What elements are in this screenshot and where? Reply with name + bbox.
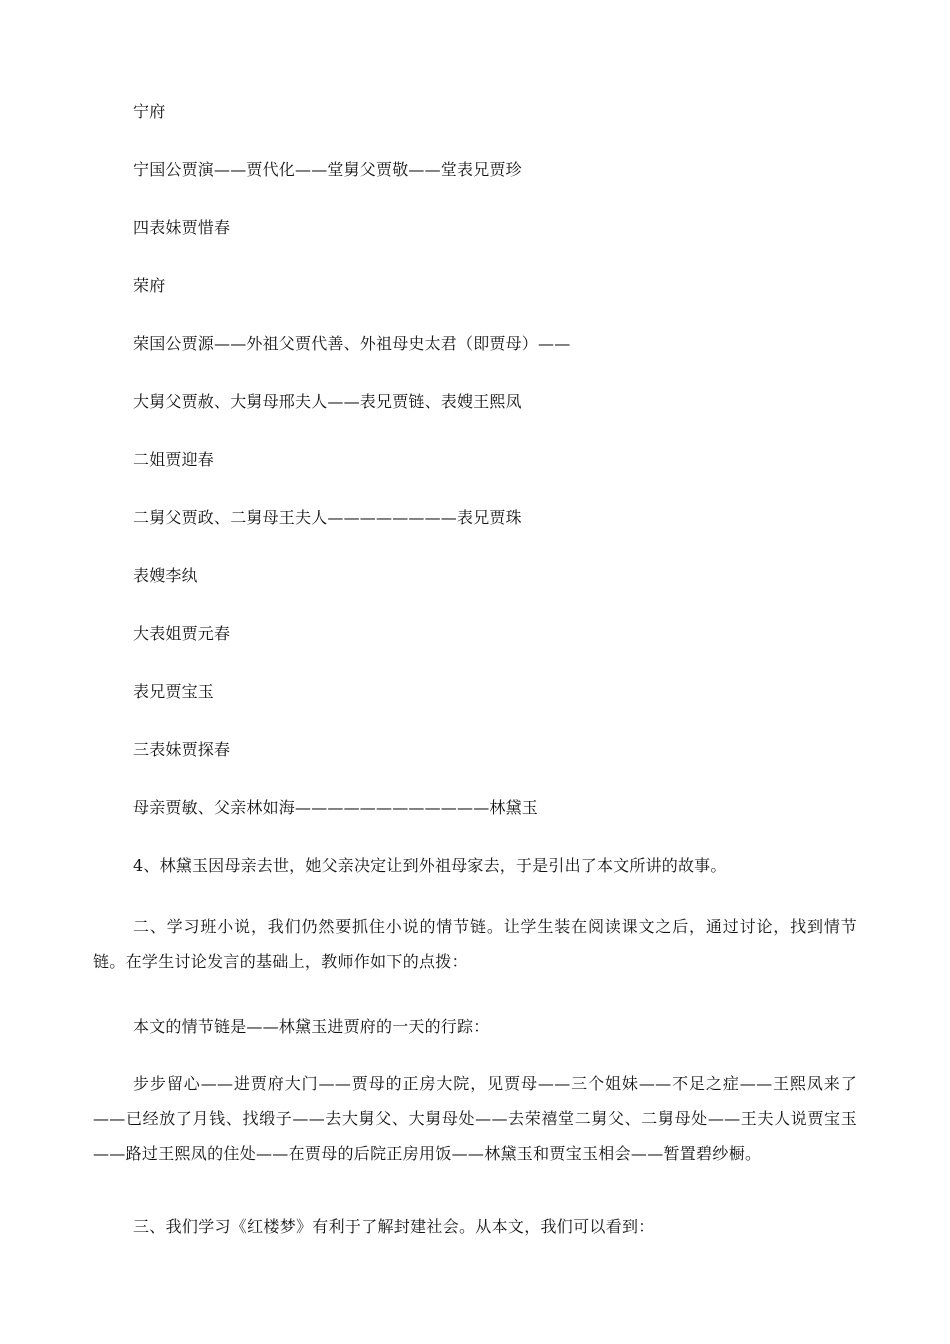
text-line: 母亲贾敏、父亲林如海————————————林黛玉 <box>133 798 539 817</box>
text-line: 荣国公贾源——外祖父贾代善、外祖母史太君（即贾母）—— <box>133 334 571 353</box>
text-line: 4、林黛玉因母亲去世，她父亲决定让到外祖母家去，于是引出了本文所讲的故事。 <box>133 856 727 875</box>
paragraph: 二、学习班小说，我们仍然要抓住小说的情节链。让学生装在阅读课文之后，通过讨论，找到情节链。在学生讨论发言的基础上，教师作如下的点拨： <box>93 917 857 971</box>
text-line: 荣府 <box>133 276 166 295</box>
text-line: 二姐贾迎春 <box>133 450 215 469</box>
paragraph: 三、我们学习《红楼梦》有利于了解封建社会。从本文，我们可以看到： <box>133 1217 655 1236</box>
text-line: 宁府 <box>133 102 166 121</box>
text-line: 三表妹贾探春 <box>133 740 231 759</box>
text-line: 表嫂李纨 <box>133 566 198 585</box>
text-line: 二舅父贾政、二舅母王夫人————————表兄贾珠 <box>133 508 522 527</box>
text-line: 宁国公贾演——贾代化——堂舅父贾敬——堂表兄贾珍 <box>133 160 522 179</box>
text-line: 表兄贾宝玉 <box>133 682 215 701</box>
text-line: 大舅父贾赦、大舅母邢夫人——表兄贾链、表嫂王熙凤 <box>133 392 522 411</box>
text-line: 本文的情节链是——林黛玉进贾府的一天的行踪： <box>133 1017 490 1036</box>
text-line: 四表妹贾惜春 <box>133 218 231 237</box>
paragraph: 步步留心——进贾府大门——贾母的正房大院，见贾母——三个姐妹——不足之症——王熙凤来了——已经放了月钱、找缎子——去大舅父、大舅母处——去荣禧堂二舅父、二舅母处——王夫人说贾宝玉——路过王熙凤的住处——在贾母的后院正房用饭——林黛玉和贾宝玉相会——暂置碧纱橱。 <box>93 1074 857 1163</box>
text-line: 大表姐贾元春 <box>133 624 231 643</box>
